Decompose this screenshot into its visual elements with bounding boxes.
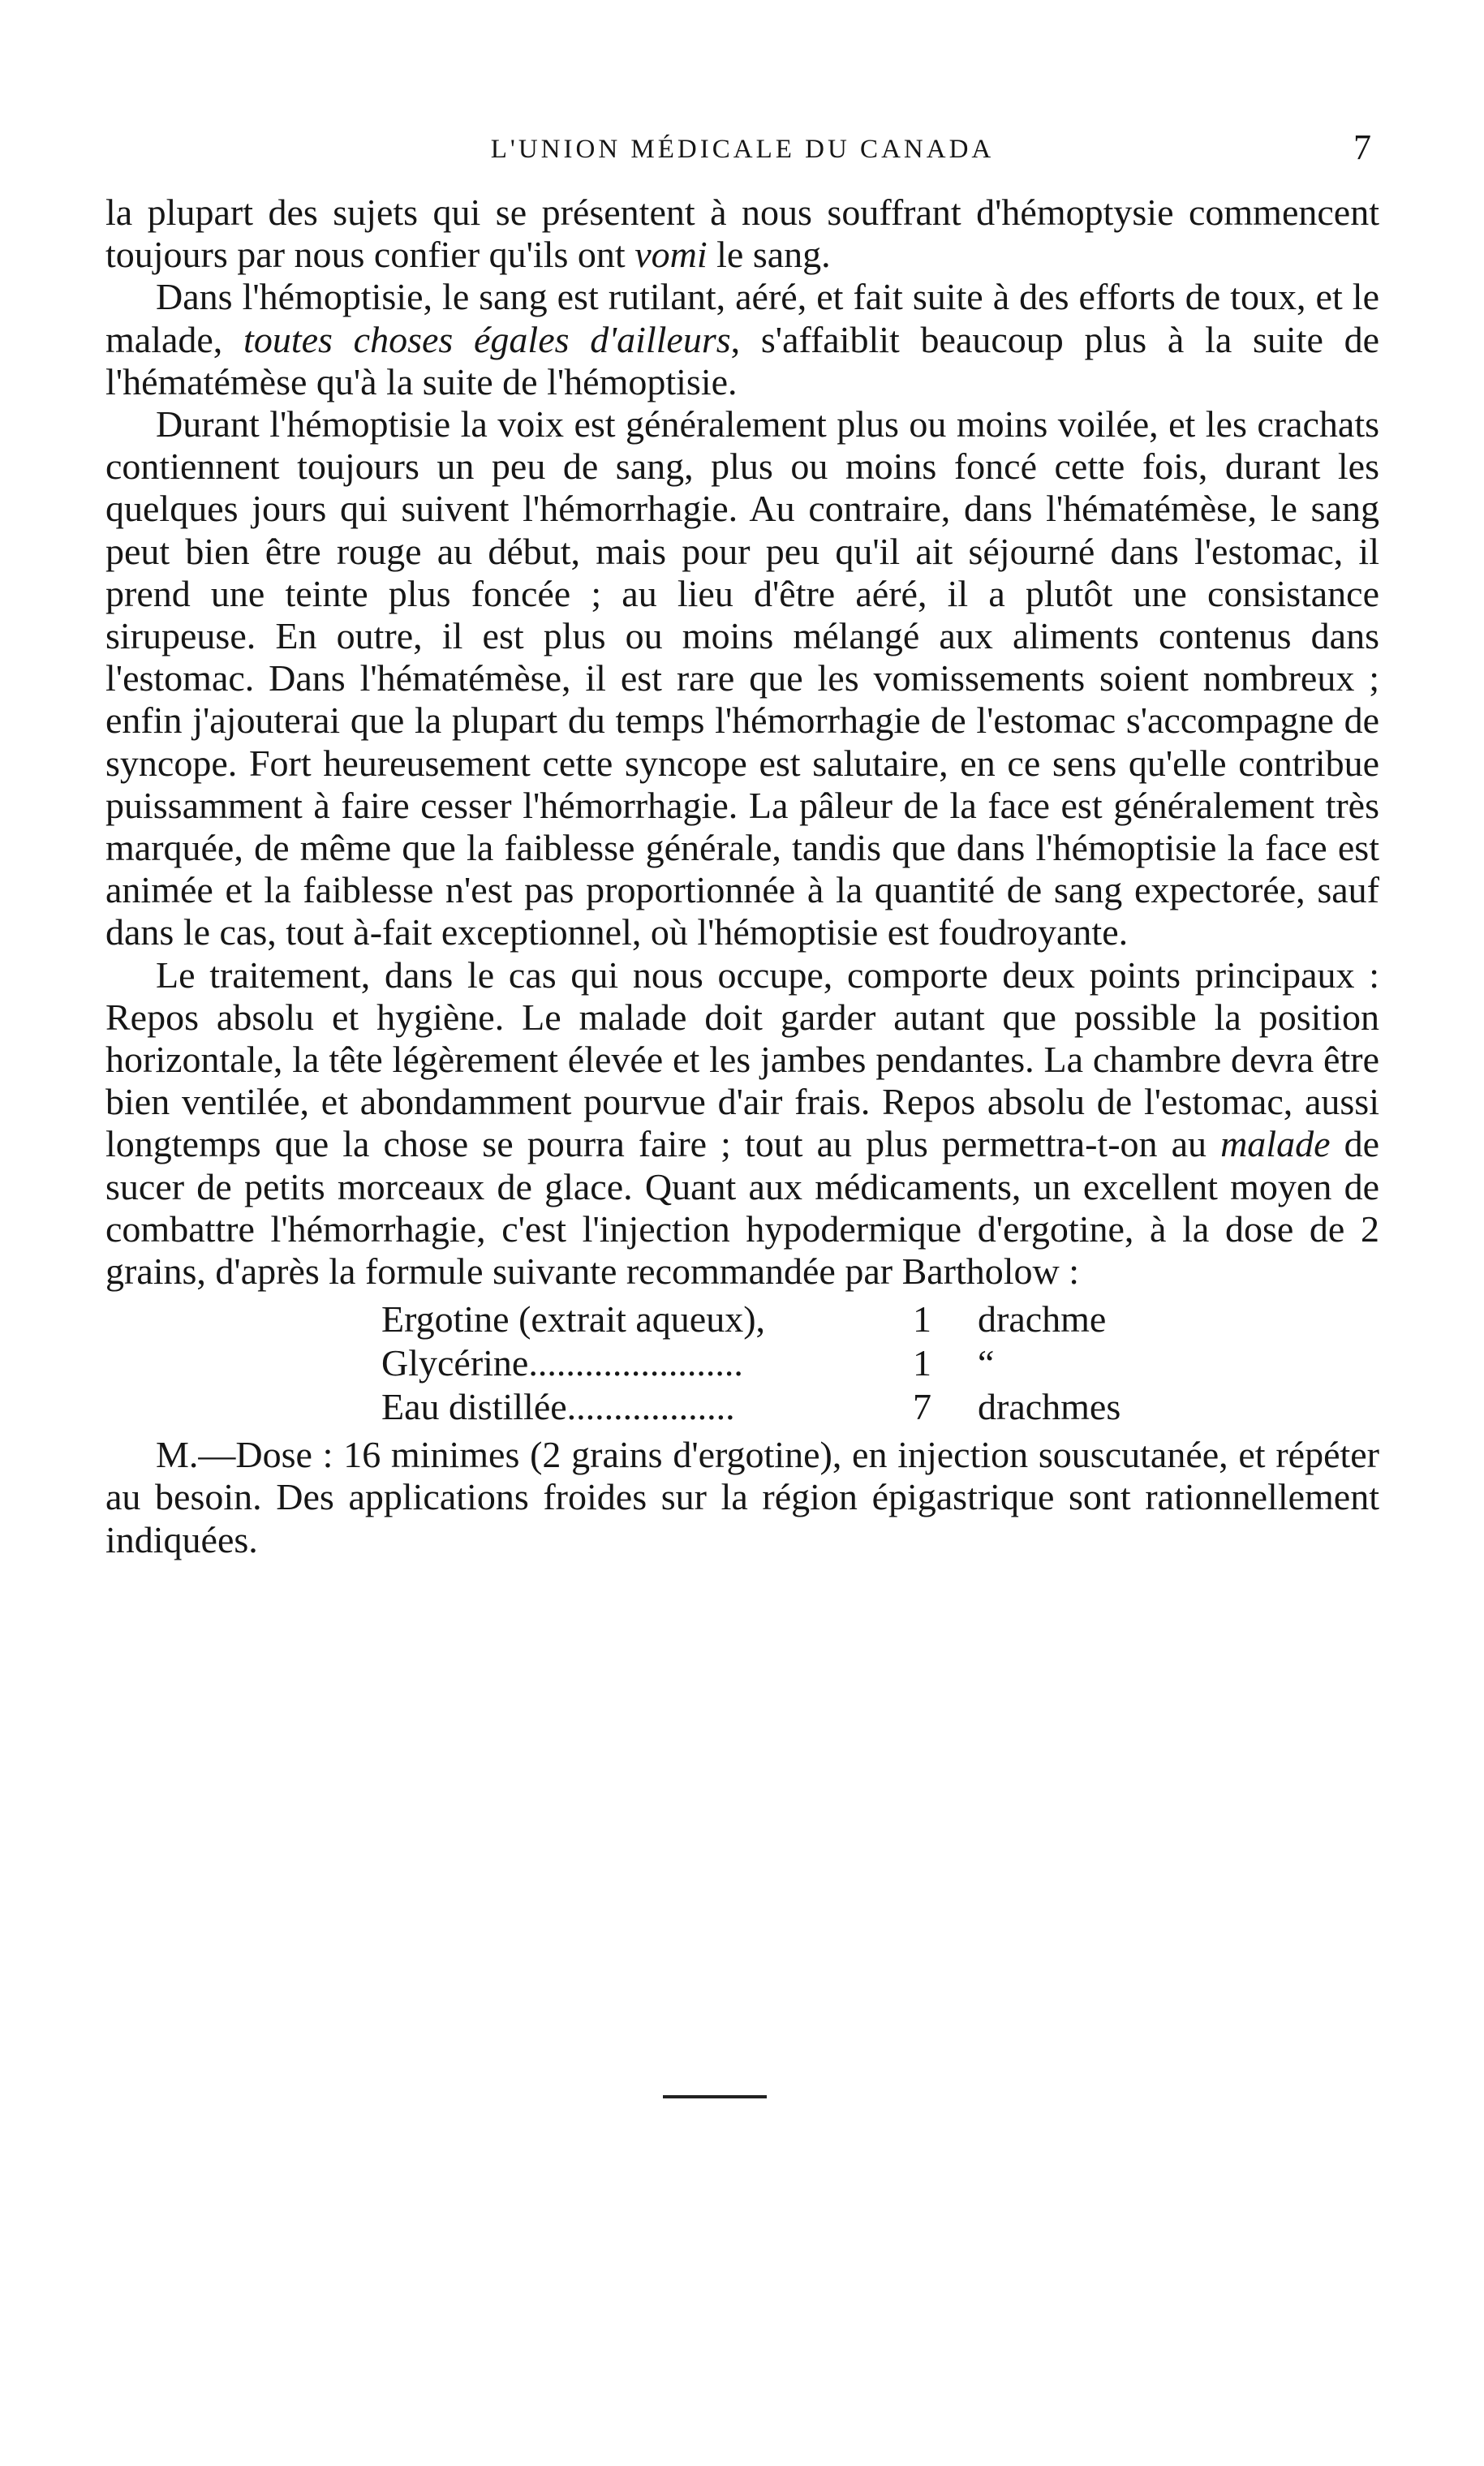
formula-row — [381, 1341, 1379, 1385]
ingredient-unit: “ — [978, 1342, 995, 1384]
page — [105, 122, 1379, 1561]
paragraph-hemoptysis — [105, 276, 1379, 403]
emphasis-text: toutes choses égales d'ailleurs — [243, 318, 731, 360]
page-number: 7 — [1353, 127, 1371, 167]
ingredient-quantity: 7 — [913, 1386, 931, 1428]
emphasis-text: vomi — [634, 234, 708, 276]
ingredient-name: Glycérine....................... — [381, 1342, 743, 1384]
paragraph-dosage: M.—Dose : 16 minimes (2 grains d'ergotine), en injection souscutanée, et répéter au besoin. Des applications froides sur la région épigastrique sont rationnellement indiquées. — [105, 1434, 1379, 1560]
ingredient-unit: drachme — [978, 1298, 1107, 1341]
ingredient-unit: drachmes — [978, 1386, 1121, 1428]
emphasis-text: malade — [1220, 1123, 1331, 1165]
ingredient-name: Ergotine (extrait aqueux), — [381, 1298, 766, 1341]
paragraph-comparison: Durant l'hémoptisie la voix est généralement plus ou moins voilée, et les crachats contiennent toujours un peu de sang, plus ou moins foncé cette fois, durant les quelques jours qui suivent l'hémorrhagie. Au contraire, dans l'hématémèse, le sang peut bien être rouge au début, mais pour peu qu'il ait séjourné dans l'estomac, il prend une teinte plus foncée ; au lieu d'être aéré, il a plutôt une consistance sirupeuse. En outre, il est plus ou moins mélangé aux aliments contenus dans l'estomac. Dans l'hématémèse, il est rare que les vomissements soient nombreux ; enfin j'ajouterai que la plupart du temps l'hémorrhagie de l'estomac s'accompagne de syncope. Fort heureusement cette syncope est salutaire, en ce sens qu'elle contribue puissamment à faire cesser l'hémorrhagie. La pâleur de la face est généralement très marquée, de même que la faiblesse générale, tandis que dans l'hémoptisie la face est animée et la faiblesse n'est pas proportionnée à la quantité de sang expectorée, sauf dans le cas, tout à-fait exceptionnel, où l'hémoptisie est foudroyante. — [105, 403, 1379, 953]
running-header — [105, 122, 1379, 179]
running-title: L'UNION MÉDICALE DU CANADA — [490, 135, 995, 164]
formula-row — [381, 1385, 1379, 1429]
paragraph-text: Le traitement, dans le cas qui nous occupe, comporte deux points principaux : Repos absolu et hygiène. Le malade doit garder autant que possible la position horizontale, la tête légèrement élevée et les jambes pendantes. La chambre devra être bien ventilée, et abondamment pourvue d'air frais. Repos absolu de l'estomac, aussi longtemps que la chose se pourra faire ; tout au plus permettra-t-on au — [105, 953, 1379, 1165]
paragraph-treatment — [105, 954, 1379, 1293]
ingredient-quantity: 1 — [913, 1342, 931, 1384]
paragraph-text: de sucer de petits morceaux de glace. Quant aux médicaments, un excellent moyen de combattre l'hémorrhagie, c'est l'injection hypodermique d'ergotine, à la dose de 2 grains, d'après la formule suivante recommandée par Bartholow : — [105, 1123, 1379, 1293]
prescription-formula — [381, 1298, 1379, 1429]
formula-row — [381, 1298, 1379, 1341]
paragraph-text: Dans l'hémoptisie, le sang est rutilant, aéré, et fait suite à des efforts de toux, et le malade, — [105, 276, 1379, 360]
paragraph-text: , s'affaiblit beaucoup plus à la suite de l'hématémèse qu'à la suite de l'hémoptisie. — [105, 318, 1380, 402]
paragraph-text: le sang. — [707, 234, 831, 276]
ingredient-quantity: 1 — [913, 1298, 931, 1341]
paragraph-continuation — [105, 192, 1379, 276]
paragraph-text: la plupart des sujets qui se présentent à nous souffrant d'hémoptysie commencent toujours par nous confier qu'ils ont — [105, 192, 1379, 276]
section-end-rule — [663, 2095, 767, 2098]
ingredient-name: Eau distillée.................. — [381, 1386, 735, 1428]
